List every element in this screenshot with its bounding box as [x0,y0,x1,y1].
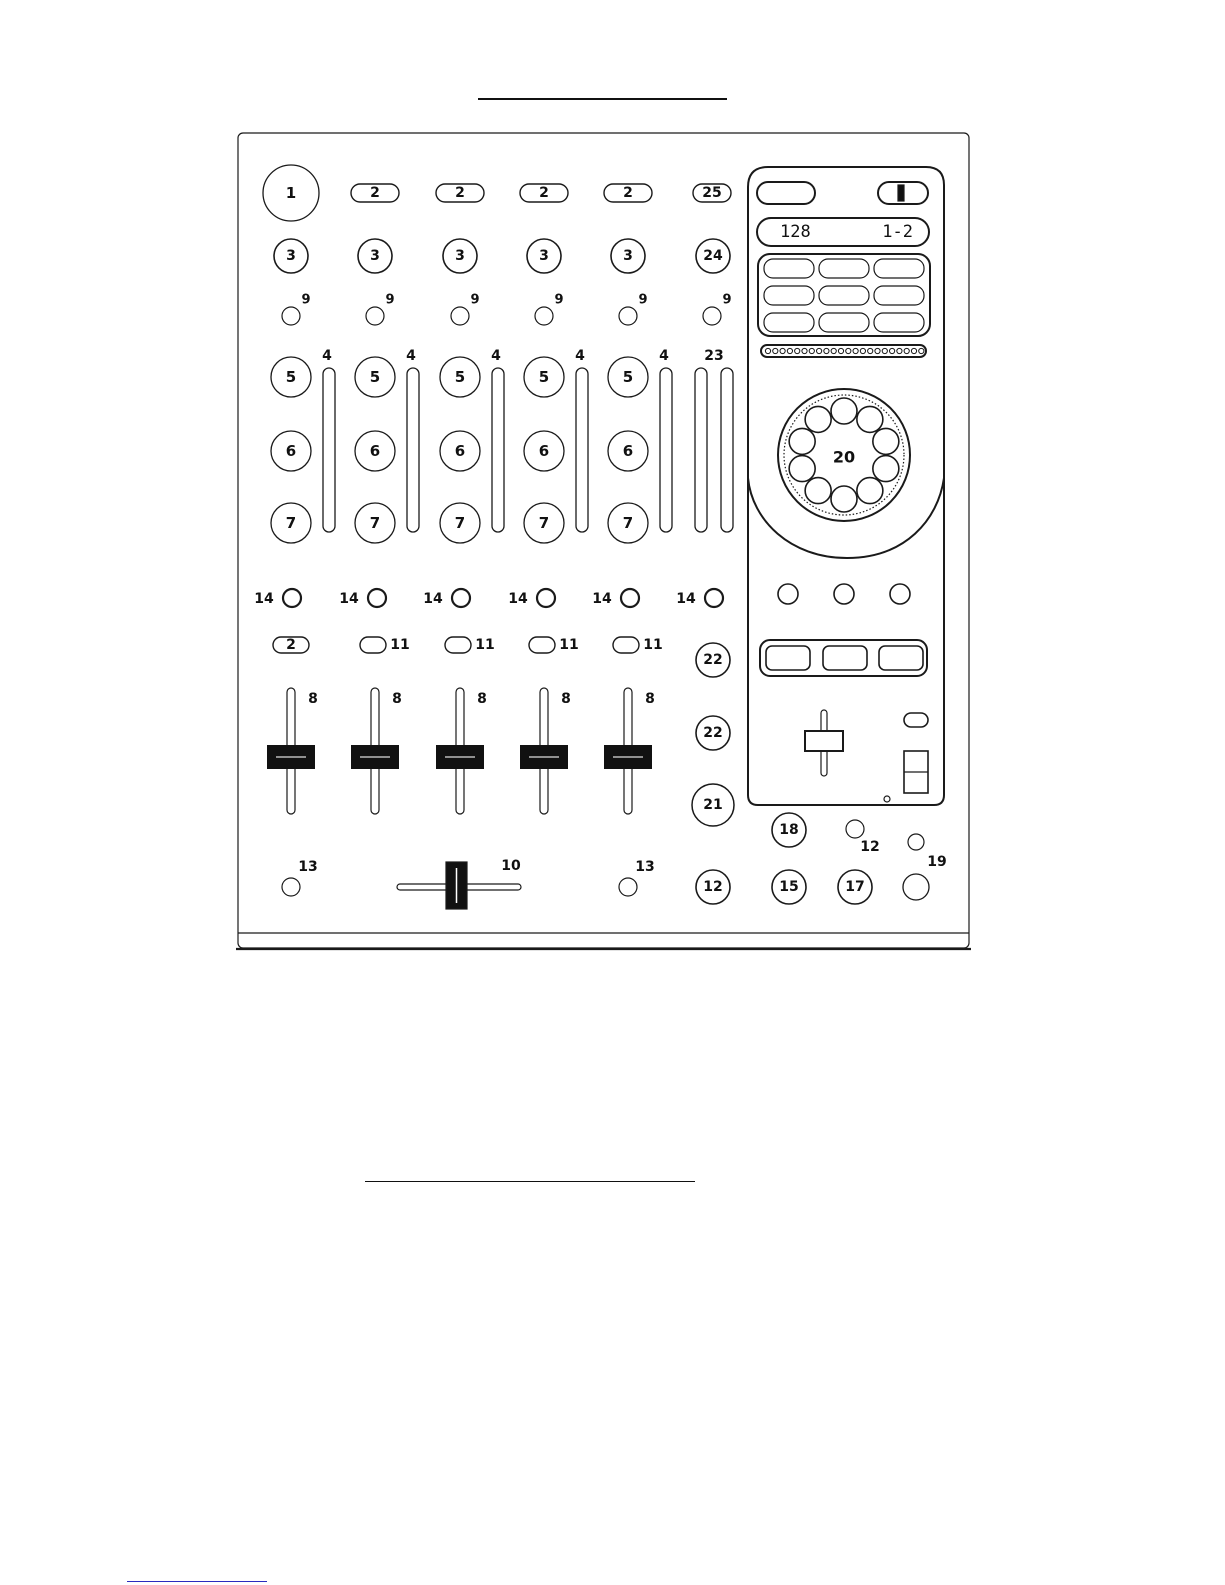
pad-2[interactable] [819,259,869,278]
led-dot [795,348,800,353]
button-15-label: 15 [779,879,799,895]
pad-3[interactable] [874,259,924,278]
led-dot [868,348,873,353]
led-dot [882,348,887,353]
row-button-5-label: 5 [622,368,634,386]
channel-pill-label: 2 [286,637,296,653]
jog-panel-lower [748,478,944,805]
level-meter-label: 4 [575,348,585,364]
led-button-label: 14 [423,591,443,607]
fader-label: 8 [561,691,571,707]
controller-body [236,133,971,949]
led-dot [809,348,814,353]
corner-button-label: 13 [635,859,655,875]
crossfader-label: 10 [501,858,521,874]
led-dot [904,348,909,353]
small-pill-label: 11 [559,637,579,653]
row-button-6-label: 6 [454,442,466,460]
transport-button-2[interactable] [823,646,867,670]
row-button-6-label: 6 [622,442,634,460]
pad-1[interactable] [764,259,814,278]
row-button-7-label: 7 [538,514,550,532]
button-19-small[interactable] [908,834,924,850]
led-button-label: 14 [254,591,274,607]
level-meter-label: 4 [322,348,332,364]
side-button-12-label: 12 [703,879,723,895]
small-pill-3[interactable] [529,637,555,653]
led-button-label: 14 [676,591,696,607]
fader-label: 8 [477,691,487,707]
mode-indicator [898,185,904,201]
lcd-right-value: 1-2 [882,222,913,242]
button-17-label: 17 [845,879,865,895]
led-dot [890,348,895,353]
led-dot [875,348,880,353]
jog-petal [831,486,857,512]
led-dots [765,348,924,353]
small-round-button-2[interactable] [834,584,854,604]
row-button-5-label: 5 [285,368,297,386]
jog-petal [789,428,815,454]
row-button-7-label: 7 [622,514,634,532]
led-button-3[interactable] [452,589,470,607]
small-button-6[interactable] [703,307,721,325]
jog-petal [805,406,831,432]
jog-petal [789,456,815,482]
pad-4[interactable] [764,286,814,305]
jog-petal [873,456,899,482]
led-dot [817,348,822,353]
master-meter-label: 23 [704,348,724,364]
button-19[interactable] [903,874,929,900]
controller-controls [254,165,946,904]
jog-panel-upper [748,167,944,558]
small-button-3[interactable] [451,307,469,325]
small-button-4[interactable] [535,307,553,325]
level-meter-4 [576,368,588,532]
pad-5[interactable] [819,286,869,305]
small-pill-4[interactable] [613,637,639,653]
led-button-1[interactable] [283,589,301,607]
device-outline [238,133,969,948]
row-button-7-label: 7 [369,514,381,532]
top-pill-label: 2 [539,185,549,201]
knob-label: 3 [539,248,549,264]
led-dot [860,348,865,353]
pitch-fader-knob[interactable] [805,731,843,751]
led-dot [802,348,807,353]
button-12-small-label: 12 [860,839,880,855]
jog-petal [831,398,857,424]
jog-petal [857,406,883,432]
lcd-left-value: 128 [780,222,811,242]
led-dot [919,348,924,353]
level-meter-label: 4 [659,348,669,364]
led-button-label: 14 [592,591,612,607]
led-dot [831,348,836,353]
jog-petal [857,478,883,504]
pad-grid-frame [758,254,930,336]
side-button-22b-label: 22 [703,725,723,741]
knob-label: 3 [455,248,465,264]
button-19-label: 19 [927,854,947,870]
knob-label: 3 [286,248,296,264]
small-button-label: 9 [301,292,311,308]
master-meter-2 [721,368,733,532]
small-pill-label: 11 [390,637,410,653]
led-dot [853,348,858,353]
led-button-label: 14 [508,591,528,607]
small-button-label: 9 [554,292,564,308]
side-button-21-label: 21 [703,797,723,813]
transport-button-3[interactable] [879,646,923,670]
knob-label: 3 [370,248,380,264]
small-button-label: 9 [638,292,648,308]
small-button-label: 9 [385,292,395,308]
row-button-5-label: 5 [454,368,466,386]
master-meter-1 [695,368,707,532]
row-button-5-label: 5 [369,368,381,386]
led-dot [773,348,778,353]
fader-label: 8 [392,691,402,707]
transport-button-1[interactable] [766,646,810,670]
led-button-label: 14 [339,591,359,607]
corner-button-label: 13 [298,859,318,875]
led-dot [838,348,843,353]
level-meter-2 [407,368,419,532]
row-button-7-label: 7 [454,514,466,532]
level-meter-1 [323,368,335,532]
small-button-2[interactable] [366,307,384,325]
top-right-pill-label: 25 [702,185,722,201]
row-button-6-label: 6 [369,442,381,460]
jog-wheel-label: 20 [832,447,856,467]
led-dot [824,348,829,353]
top-pill-label: 2 [370,185,380,201]
led-dot [911,348,916,353]
small-pill-label: 11 [643,637,663,653]
button-12-small[interactable] [846,820,864,838]
led-dot [846,348,851,353]
small-pill-1[interactable] [360,637,386,653]
small-pill-2[interactable] [445,637,471,653]
mode-pill-left[interactable] [757,182,815,204]
top-pill-label: 2 [623,185,633,201]
small-button-label: 9 [722,292,732,308]
level-meter-5 [660,368,672,532]
knob-right-label: 24 [703,248,723,264]
row-button-6-label: 6 [538,442,550,460]
top-pill-label: 2 [455,185,465,201]
level-meter-label: 4 [491,348,501,364]
row-button-6-label: 6 [285,442,297,460]
small-pill-label: 11 [475,637,495,653]
led-button-4[interactable] [537,589,555,607]
corner-button-2[interactable] [619,878,637,896]
led-button-2[interactable] [368,589,386,607]
led-button-5[interactable] [621,589,639,607]
corner-button-1[interactable] [282,878,300,896]
jog-petal [805,478,831,504]
small-button-label: 9 [470,292,480,308]
status-led [884,796,890,802]
level-meter-3 [492,368,504,532]
button-18-label: 18 [779,822,799,838]
pad-8[interactable] [819,313,869,332]
pad-9[interactable] [874,313,924,332]
row-button-7-label: 7 [285,514,297,532]
side-button-22a-label: 22 [703,652,723,668]
pad-6[interactable] [874,286,924,305]
led-dot [765,348,770,353]
led-button-6[interactable] [705,589,723,607]
small-round-button-3[interactable] [890,584,910,604]
fader-label: 8 [308,691,318,707]
jog-petal [873,428,899,454]
pad-7[interactable] [764,313,814,332]
small-round-button-1[interactable] [778,584,798,604]
led-dot [897,348,902,353]
led-dot [780,348,785,353]
small-button-5[interactable] [619,307,637,325]
fader-label: 8 [645,691,655,707]
small-button-1[interactable] [282,307,300,325]
led-dot [787,348,792,353]
knob-label: 3 [623,248,633,264]
top-big-button-label: 1 [285,184,297,202]
level-meter-label: 4 [406,348,416,364]
pitch-small-pill[interactable] [904,713,928,727]
row-button-5-label: 5 [538,368,550,386]
